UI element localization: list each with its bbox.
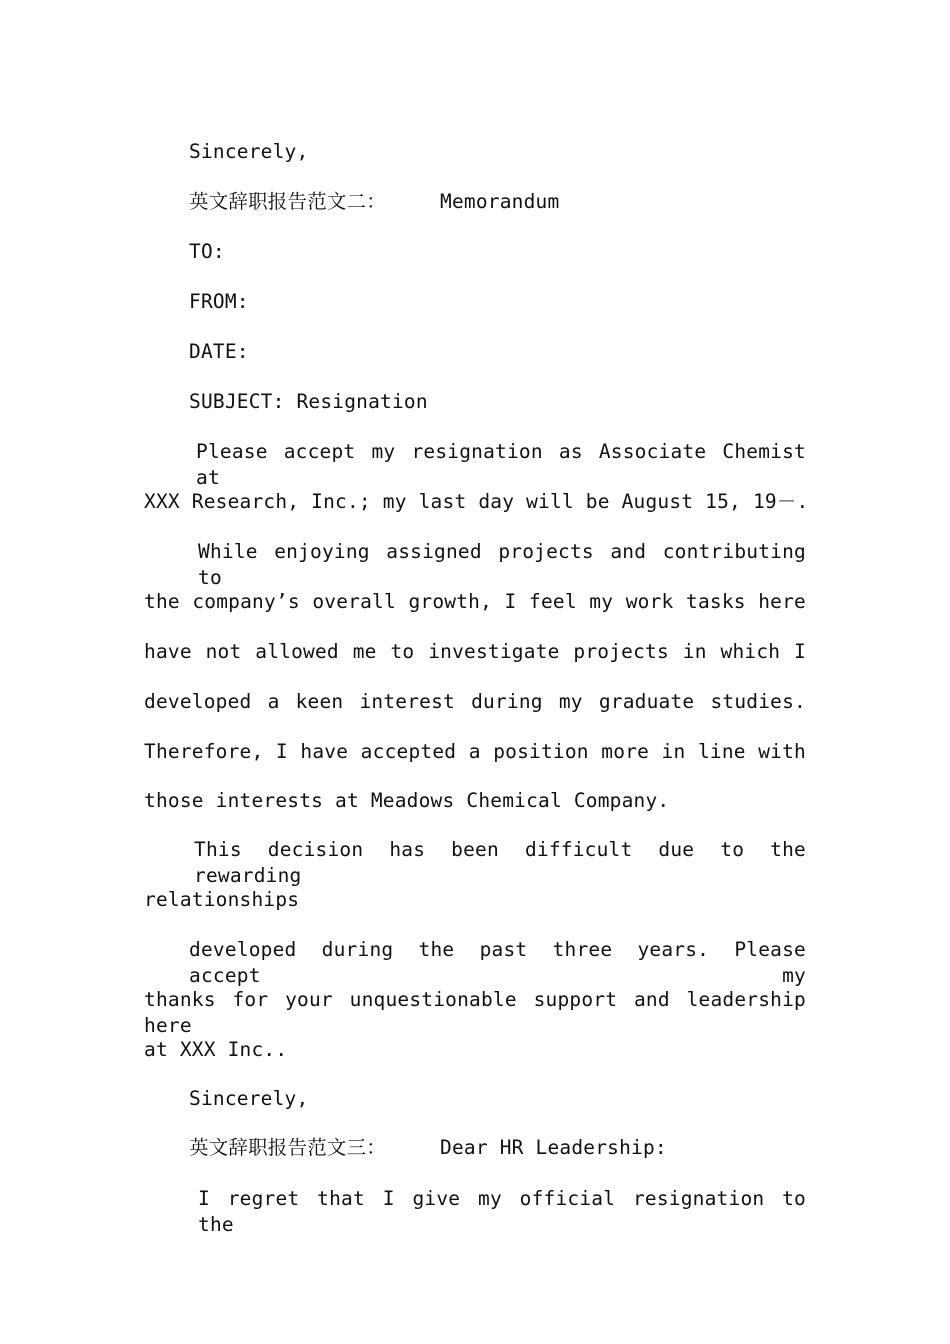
sample-three-label: 英文辞职报告范文三：: [189, 1136, 387, 1159]
sample-two-heading: [189, 189, 806, 215]
paragraph-4-line-3: at XXX Inc..: [144, 1038, 288, 1061]
paragraph-2-line-6: those interests at Meadows Chemical Company.: [144, 789, 670, 812]
memorandum-title: Memorandum: [440, 190, 560, 213]
memo-subject: SUBJECT: Resignation: [189, 390, 428, 413]
closing-sincerely-2: Sincerely,: [189, 1087, 309, 1110]
paragraph-2-line-3: have not allowed me to investigate projects in which I: [144, 640, 806, 663]
paragraph-3-line-2: relationships: [144, 888, 300, 911]
sample-two-label: 英文辞职报告范文二：: [189, 190, 387, 213]
sample-three-heading: [189, 1135, 806, 1161]
paragraph-2-line-5: Therefore, I have accepted a position more in line with: [144, 740, 806, 763]
paragraph-4-line-2: thanks for your unquestionable support and leadership here: [144, 988, 806, 1037]
closing-sincerely: Sincerely,: [189, 140, 309, 163]
paragraph-5-line-1: I regret that I give my official resignation to the: [198, 1187, 806, 1236]
paragraph-2-line-1: While enjoying assigned projects and contributing to: [198, 540, 806, 589]
paragraph-2-line-4: developed a keen interest during my graduate studies.: [144, 690, 806, 713]
salutation: Dear HR Leadership:: [440, 1136, 667, 1159]
paragraph-2-line-2: the company’s overall growth, I feel my work tasks here: [144, 590, 806, 613]
memo-date: DATE:: [189, 340, 249, 363]
paragraph-4-line-1: developed during the past three years. Please accept my: [189, 938, 806, 987]
memo-from: FROM:: [189, 290, 249, 313]
paragraph-3-line-1: This decision has been difficult due to the rewarding: [194, 838, 806, 887]
memo-to: TO:: [189, 240, 225, 263]
paragraph-1-line-2: XXX Research, Inc.; my last day will be August 15, 19－.: [144, 490, 809, 513]
paragraph-1-line-1: Please accept my resignation as Associate Chemist at: [196, 440, 806, 489]
